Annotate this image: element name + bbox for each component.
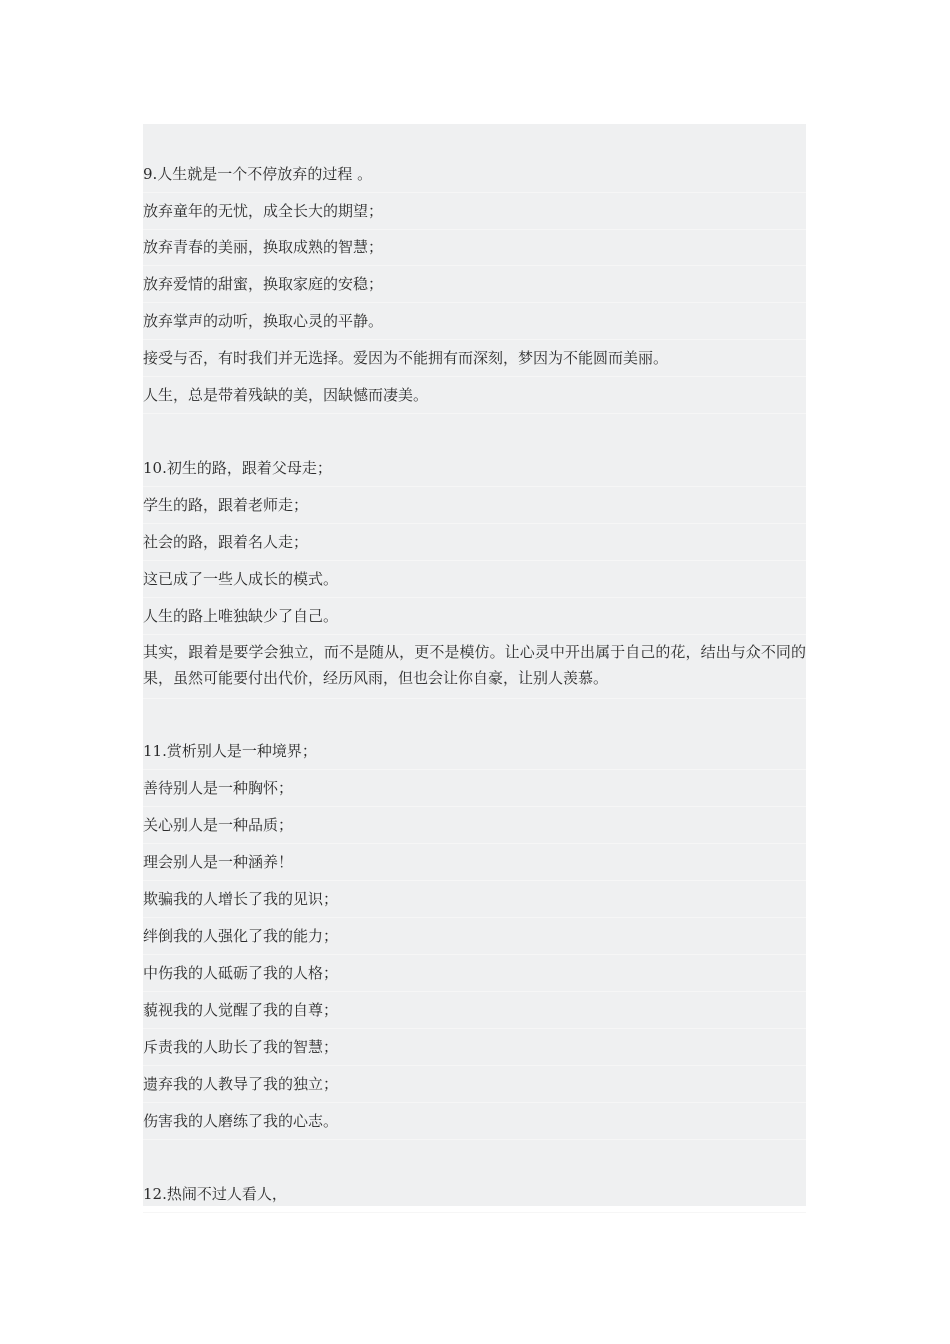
text-line: 这已成了一些人成长的模式。 xyxy=(143,568,806,590)
text-line: 遗弃我的人教导了我的独立； xyxy=(143,1073,806,1095)
text-line: 放弃掌声的动听，换取心灵的平静。 xyxy=(143,310,806,332)
text-line: 放弃童年的无忧，成全长大的期望； xyxy=(143,200,806,222)
text-line: 学生的路，跟着老师走； xyxy=(143,494,806,516)
text-line: 接受与否，有时我们并无选择。爱因为不能拥有而深刻，梦因为不能圆而美丽。 xyxy=(143,347,806,369)
text-line: 人生的路上唯独缺少了自己。 xyxy=(143,605,806,627)
section-9-heading: 9.人生就是一个不停放弃的过程 。 xyxy=(143,163,806,185)
text-paragraph: 其实，跟着是要学会独立，而不是随从，更不是模仿。让心灵中开出属于自己的花，结出与众不同的果，虽然可能要付出代价，经历风雨，但也会让你自豪，让别人羡慕。 xyxy=(143,639,806,691)
text-line: 社会的路，跟着名人走； xyxy=(143,531,806,553)
text-line: 理会别人是一种涵养！ xyxy=(143,851,806,873)
text-line: 放弃爱情的甜蜜，换取家庭的安稳； xyxy=(143,273,806,295)
text-line: 中伤我的人砥砺了我的人格； xyxy=(143,962,806,984)
text-line: 善待别人是一种胸怀； xyxy=(143,777,806,799)
section-12-heading: 12.热闹不过人看人， xyxy=(143,1183,806,1205)
text-line: 斥责我的人助长了我的智慧； xyxy=(143,1036,806,1058)
text-line: 人生，总是带着残缺的美，因缺憾而凄美。 xyxy=(143,384,806,406)
section-10-heading: 10.初生的路，跟着父母走； xyxy=(143,457,806,479)
text-line: 关心别人是一种品质； xyxy=(143,814,806,836)
text-line: 欺骗我的人增长了我的见识； xyxy=(143,888,806,910)
text-line: 藐视我的人觉醒了我的自尊； xyxy=(143,999,806,1021)
text-line: 绊倒我的人强化了我的能力； xyxy=(143,925,806,947)
text-line: 放弃青春的美丽，换取成熟的智慧； xyxy=(143,236,806,258)
section-11-heading: 11.赏析别人是一种境界； xyxy=(143,740,806,762)
text-line: 伤害我的人磨练了我的心志。 xyxy=(143,1110,806,1132)
